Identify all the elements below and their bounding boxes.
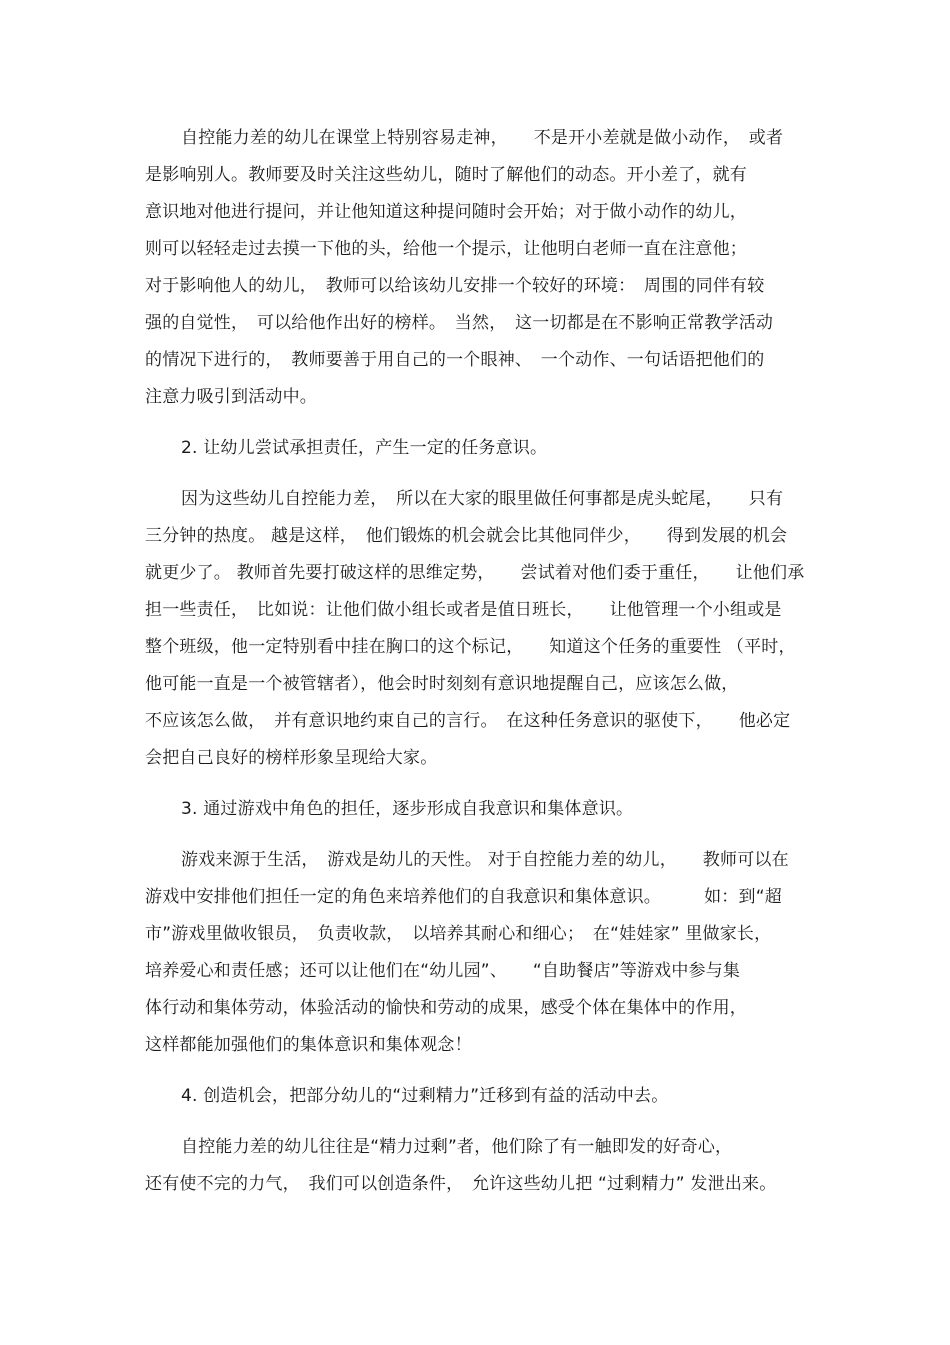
text-line: 担一些责任， 比如说：让他们做小组长或者是值日班长， 让他管理一个小组或是	[145, 600, 782, 620]
paragraph-responsibility	[145, 481, 815, 777]
text-line: 他可能一直是一个被管辖者），他会时时刻刻有意识地提醒自己，应该怎么做，	[145, 674, 739, 694]
text-line: 这样都能加强他们的集体意识和集体观念！	[145, 1035, 472, 1055]
text-line: 自控能力差的幼儿往往是“精力过剩”者，他们除了有一触即发的好奇心，	[181, 1137, 733, 1157]
text-line: 则可以轻轻走过去摸一下他的头，给他一个提示，让他明白老师一直在注意他；	[145, 239, 747, 259]
text-line: 就更少了。 教师首先要打破这样的思维定势， 尝试着对他们委于重任， 让他们承	[145, 563, 805, 583]
document-body	[145, 120, 815, 1203]
text-line: 是影响别人。教师要及时关注这些幼儿，随时了解他们的动态。开小差了，就有	[145, 165, 747, 185]
text-line: 游戏来源于生活， 游戏是幼儿的天性。 对于自控能力差的幼儿， 教师可以在	[181, 850, 789, 870]
text-line: 整个班级，他一定特别看中挂在胸口的这个标记， 知道这个任务的重要性 （平时，	[145, 637, 796, 657]
text-line: 市”游戏里做收银员， 负责收款， 以培养其耐心和细心； 在“娃娃家” 里做家长，	[145, 924, 772, 944]
heading-line: 3. 通过游戏中角色的担任，逐步形成自我意识和集体意识。	[181, 799, 634, 819]
text-line: 强的自觉性， 可以给他作出好的榜样。 当然， 这一切都是在不影响正常教学活动	[145, 313, 774, 333]
text-line: 的情况下进行的， 教师要善于用自己的一个眼神、 一个动作、一句话语把他们的	[145, 350, 765, 370]
text-line: 游戏中安排他们担任一定的角色来培养他们的自我意识和集体意识。 如：到“超	[145, 887, 782, 907]
paragraph-energy	[145, 1129, 815, 1203]
text-line: 对于影响他人的幼儿， 教师可以给该幼儿安排一个较好的环境： 周围的同伴有较	[145, 276, 765, 296]
paragraph-games	[145, 842, 815, 1064]
text-line: 三分钟的热度。 越是这样， 他们锻炼的机会就会比其他同伴少， 得到发展的机会	[145, 526, 788, 546]
heading-line: 2. 让幼儿尝试承担责任，产生一定的任务意识。	[181, 438, 548, 458]
heading-line: 4. 创造机会，把部分幼儿的“过剩精力”迁移到有益的活动中去。	[181, 1086, 669, 1106]
paragraph-attention	[145, 120, 815, 416]
text-line: 培养爱心和责任感；还可以让他们在“幼儿园”、 “自助餐店”等游戏中参与集	[145, 961, 741, 981]
text-line: 因为这些幼儿自控能力差， 所以在大家的眼里做任何事都是虎头蛇尾， 只有	[181, 489, 784, 509]
text-line: 意识地对他进行提问，并让他知道这种提问随时会开始；对于做小动作的幼儿，	[145, 202, 747, 222]
section-heading-2	[145, 430, 815, 467]
text-line: 自控能力差的幼儿在课堂上特别容易走神， 不是开小差就是做小动作， 或者	[181, 128, 784, 148]
text-line: 注意力吸引到活动中。	[145, 387, 317, 407]
section-heading-4	[145, 1078, 815, 1115]
text-line: 体行动和集体劳动，体验活动的愉快和劳动的成果，感受个体在集体中的作用，	[145, 998, 747, 1018]
text-line: 会把自己良好的榜样形象呈现给大家。	[145, 748, 438, 768]
section-heading-3	[145, 791, 815, 828]
text-line: 不应该怎么做， 并有意识地约束自己的言行。 在这种任务意识的驱使下， 他必定	[145, 711, 791, 731]
text-line: 还有使不完的力气， 我们可以创造条件， 允许这些幼儿把 “过剩精力” 发泄出来。	[145, 1174, 777, 1194]
